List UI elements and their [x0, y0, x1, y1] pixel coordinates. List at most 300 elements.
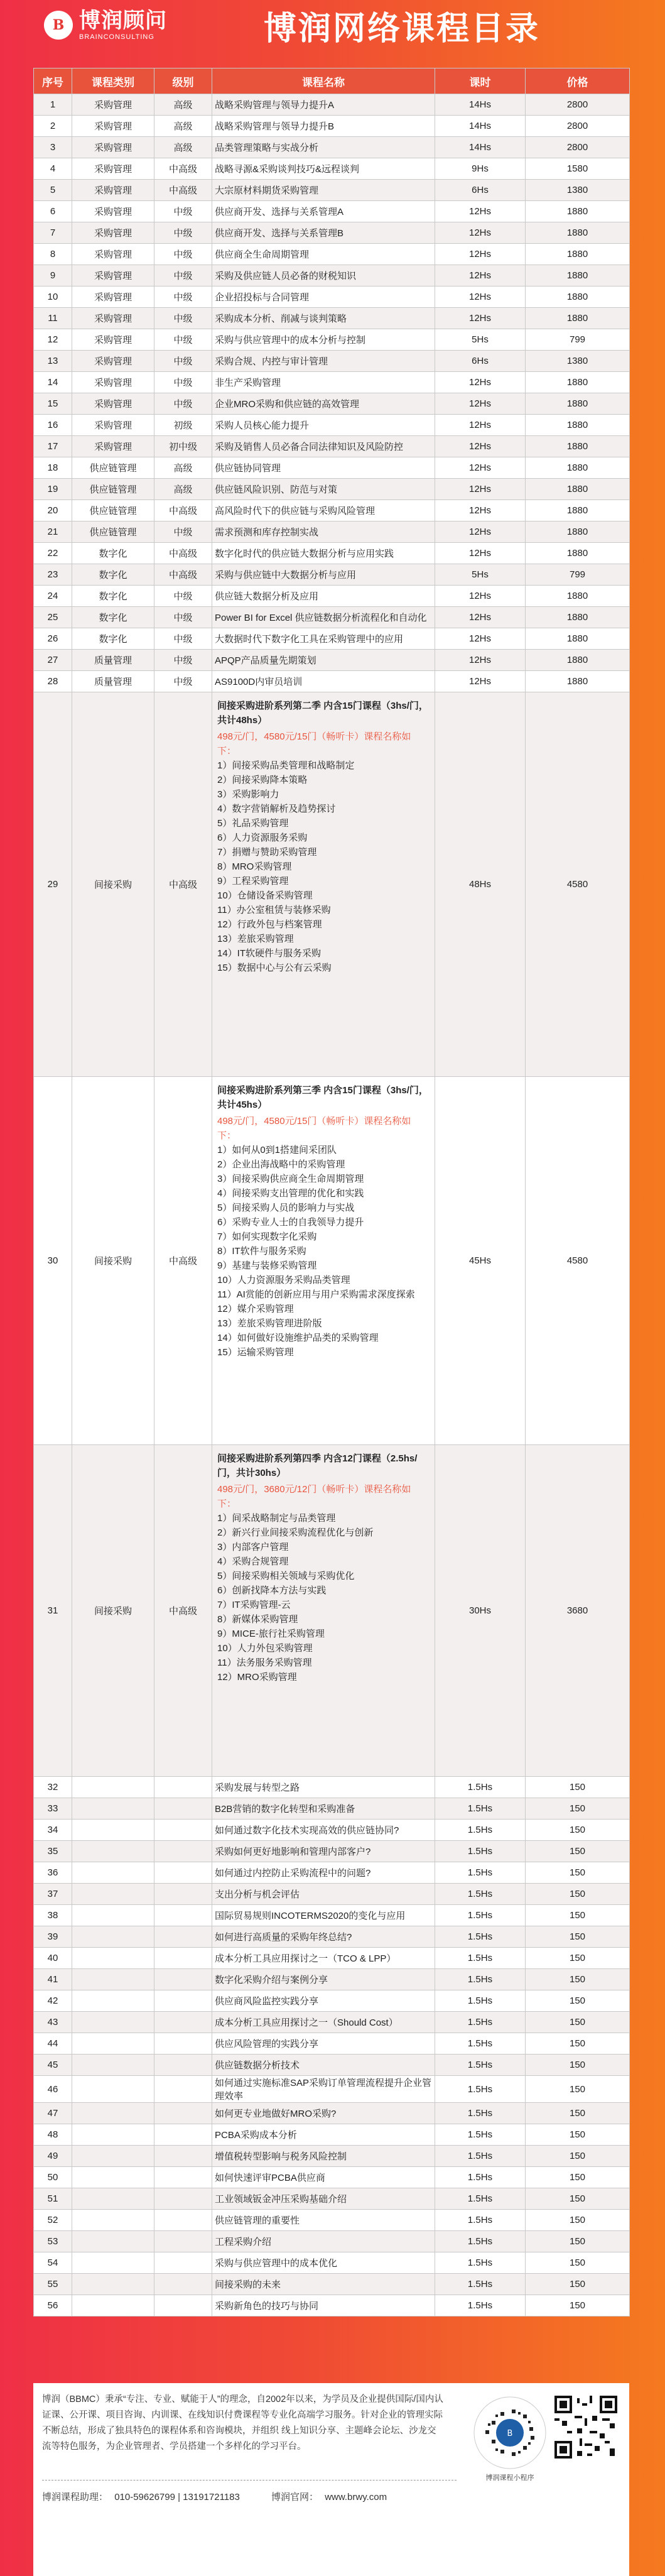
cell-price: 150 [526, 1862, 630, 1884]
cell-level [154, 1841, 212, 1862]
page-title: 博润网络课程目录 [264, 10, 541, 48]
cell-hours: 12Hs [435, 265, 526, 287]
table-row [34, 479, 630, 500]
cell-course-name[interactable]: 品类管理策略与实战分析 [212, 137, 435, 158]
cell-hours: 12Hs [435, 607, 526, 628]
cell-course-name[interactable]: 如何通过实施标准SAP采购订单管理流程提升企业管理效率 [212, 2076, 435, 2103]
package-course-item: 8）新媒体采购管理 [217, 1614, 298, 1625]
cell-no: 10 [34, 287, 72, 308]
table-row [34, 586, 630, 607]
cell-no: 38 [34, 1905, 72, 1926]
cell-hours: 1.5Hs [435, 2231, 526, 2252]
cell-course-name[interactable]: 采购人员核心能力提升 [212, 415, 435, 436]
cell-no: 49 [34, 2146, 72, 2167]
cell-package-details[interactable] [212, 1077, 435, 1445]
cell-no: 14 [34, 372, 72, 393]
cell-hours: 12Hs [435, 521, 526, 543]
cell-category: 间接采购 [72, 1077, 154, 1445]
cell-level: 中级 [154, 201, 212, 222]
cell-category [72, 1905, 154, 1926]
cell-course-name[interactable]: 采购及供应链人员必备的财税知识 [212, 265, 435, 287]
package-row [34, 692, 630, 1077]
cell-price: 150 [526, 1777, 630, 1798]
cell-hours: 1.5Hs [435, 1948, 526, 1969]
cell-course-name[interactable]: 供应链数据分析技术 [212, 2055, 435, 2076]
col-header-name: 课程名称 [212, 68, 435, 94]
cell-course-name[interactable]: 供应链管理的重要性 [212, 2210, 435, 2231]
cell-level: 中高级 [154, 1077, 212, 1445]
cell-category: 供应链管理 [72, 521, 154, 543]
cell-category: 采购管理 [72, 265, 154, 287]
cell-no: 21 [34, 521, 72, 543]
cell-category [72, 2274, 154, 2295]
cell-hours: 1.5Hs [435, 1841, 526, 1862]
cell-no: 47 [34, 2103, 72, 2124]
table-row [34, 2188, 630, 2210]
package-course-item: 4）采购合规管理 [217, 1556, 289, 1567]
package-price-note: 498元/门，4580元/15门（畅听卡）课程名称如下： [217, 731, 411, 756]
cell-level [154, 2055, 212, 2076]
cell-no: 9 [34, 265, 72, 287]
cell-category [72, 2124, 154, 2146]
table-row [34, 607, 630, 628]
footer [33, 2383, 629, 2576]
cell-course-name[interactable]: 采购与供应链中大数据分析与应用 [212, 564, 435, 586]
cell-hours: 12Hs [435, 671, 526, 692]
cell-course-name[interactable]: APQP产品质量先期策划 [212, 650, 435, 671]
cell-course-name[interactable]: 供应商开发、选择与关系管理A [212, 201, 435, 222]
cell-level [154, 2210, 212, 2231]
cell-level: 中级 [154, 521, 212, 543]
cell-level [154, 2274, 212, 2295]
cell-hours: 1.5Hs [435, 2274, 526, 2295]
table-row [34, 1905, 630, 1926]
cell-price: 1880 [526, 308, 630, 329]
cell-price: 1880 [526, 436, 630, 457]
cell-course-name[interactable]: 如何快速评审PCBA供应商 [212, 2167, 435, 2188]
cell-course-name[interactable]: 支出分析与机会评估 [212, 1884, 435, 1905]
cell-no: 46 [34, 2076, 72, 2103]
package-course-item: 1）间采战略制定与品类管理 [217, 1513, 336, 1524]
cell-no: 40 [34, 1948, 72, 1969]
cell-course-name[interactable]: 供应链风险识别、防范与对策 [212, 479, 435, 500]
cell-hours: 12Hs [435, 393, 526, 415]
table-row [34, 2274, 630, 2295]
cell-course-name[interactable]: 如何通过数字化技术实现高效的供应链协同? [212, 1820, 435, 1841]
table-row [34, 180, 630, 201]
cell-price: 1880 [526, 479, 630, 500]
cell-hours: 12Hs [435, 436, 526, 457]
cell-no: 37 [34, 1884, 72, 1905]
cell-level [154, 1969, 212, 1990]
cell-category [72, 1990, 154, 2012]
cell-course-name[interactable]: 供应商风险监控实践分享 [212, 1990, 435, 2012]
cell-no: 22 [34, 543, 72, 564]
contact-line [42, 2490, 391, 2503]
col-header-price: 价格 [526, 68, 630, 94]
cell-course-name[interactable]: 供应链协同管理 [212, 457, 435, 479]
table-row [34, 393, 630, 415]
cell-no: 32 [34, 1777, 72, 1798]
cell-price: 1380 [526, 351, 630, 372]
cell-level [154, 1798, 212, 1820]
package-course-item: 7）捐赠与赞助采购管理 [217, 847, 317, 858]
table-row [34, 2252, 630, 2274]
cell-category: 采购管理 [72, 137, 154, 158]
cell-level [154, 2188, 212, 2210]
cell-price: 150 [526, 1841, 630, 1862]
cell-level [154, 2033, 212, 2055]
cell-price: 1880 [526, 650, 630, 671]
cell-level: 初中级 [154, 436, 212, 457]
cell-price: 1880 [526, 607, 630, 628]
cell-hours: 12Hs [435, 222, 526, 244]
cell-category [72, 2210, 154, 2231]
package-course-item: 10）仓储设备采购管理 [217, 890, 313, 901]
package-course-item: 2）新兴行业间接采购流程优化与创新 [217, 1527, 374, 1538]
cell-course-name[interactable]: 战略寻源&采购谈判技巧&远程谈判 [212, 158, 435, 180]
package-course-item: 12）媒介采购管理 [217, 1304, 294, 1314]
cell-hours: 1.5Hs [435, 1862, 526, 1884]
cell-category [72, 2103, 154, 2124]
table-row [34, 415, 630, 436]
cell-hours: 1.5Hs [435, 2055, 526, 2076]
cell-course-name[interactable]: 采购及销售人员必备合同法律知识及风险防控 [212, 436, 435, 457]
cell-level: 中级 [154, 586, 212, 607]
cell-category: 采购管理 [72, 94, 154, 116]
package-row [34, 1077, 630, 1445]
cell-no: 28 [34, 671, 72, 692]
cell-course-name[interactable]: 大宗原材料期货采购管理 [212, 180, 435, 201]
cell-hours: 12Hs [435, 650, 526, 671]
table-row [34, 521, 630, 543]
cell-course-name[interactable]: 供应风险管理的实践分享 [212, 2033, 435, 2055]
cell-hours: 12Hs [435, 308, 526, 329]
cell-course-name[interactable]: 如何进行高质量的采购年终总结? [212, 1926, 435, 1948]
table-row [34, 2055, 630, 2076]
qr-caption: 博润课程小程序 [485, 2474, 534, 2482]
cell-price: 1880 [526, 393, 630, 415]
cell-category: 数字化 [72, 607, 154, 628]
cell-course-name[interactable]: 采购新角色的技巧与协同 [212, 2295, 435, 2317]
cell-hours: 1.5Hs [435, 2146, 526, 2167]
cell-category: 采购管理 [72, 244, 154, 265]
cell-price: 1880 [526, 201, 630, 222]
cell-hours: 12Hs [435, 500, 526, 521]
cell-course-name[interactable]: 数字化时代的供应链大数据分析与应用实践 [212, 543, 435, 564]
cell-category [72, 1862, 154, 1884]
cell-price: 1880 [526, 671, 630, 692]
cell-category [72, 2076, 154, 2103]
cell-course-name[interactable]: 供应链大数据分析及应用 [212, 586, 435, 607]
cell-level: 中级 [154, 628, 212, 650]
cell-level [154, 2167, 212, 2188]
table-row [34, 1969, 630, 1990]
cell-course-name[interactable]: 战略采购管理与领导力提升A [212, 94, 435, 116]
cell-course-name[interactable]: 采购与供应管理中的成本分析与控制 [212, 329, 435, 351]
cell-price: 1380 [526, 180, 630, 201]
website-label: 博润官网： [271, 2492, 319, 2502]
cell-hours: 30Hs [435, 1445, 526, 1777]
cell-course-name[interactable]: 增值税转型影响与税务风险控制 [212, 2146, 435, 2167]
cell-price: 1880 [526, 244, 630, 265]
cell-price: 150 [526, 2188, 630, 2210]
cell-category [72, 2167, 154, 2188]
package-course-item: 6）人力资源服务采购 [217, 832, 308, 843]
cell-hours: 12Hs [435, 201, 526, 222]
cell-price: 150 [526, 1820, 630, 1841]
cell-price: 150 [526, 2295, 630, 2317]
cell-course-name[interactable]: 企业MRO采购和供应链的高效管理 [212, 393, 435, 415]
cell-level: 中级 [154, 607, 212, 628]
cell-category [72, 1948, 154, 1969]
cell-course-name[interactable]: 大数据时代下数字化工具在采购管理中的应用 [212, 628, 435, 650]
cell-category: 数字化 [72, 564, 154, 586]
cell-category: 采购管理 [72, 436, 154, 457]
cell-category [72, 1798, 154, 1820]
package-course-item: 5）礼品采购管理 [217, 818, 289, 829]
cell-level: 高级 [154, 94, 212, 116]
table-row [34, 372, 630, 393]
cell-level: 中级 [154, 287, 212, 308]
cell-course-name[interactable]: PCBA采购成本分析 [212, 2124, 435, 2146]
cell-price: 1880 [526, 287, 630, 308]
cell-no: 24 [34, 586, 72, 607]
table-row [34, 222, 630, 244]
cell-category: 采购管理 [72, 308, 154, 329]
package-course-item: 14）如何做好设施维护品类的采购管理 [217, 1333, 379, 1343]
cell-course-name[interactable]: Power BI for Excel 供应链数据分析流程化和自动化 [212, 607, 435, 628]
table-row [34, 2146, 630, 2167]
col-header-category: 课程类别 [72, 68, 154, 94]
cell-course-name[interactable]: 成本分析工具应用探讨之一（TCO & LPP） [212, 1948, 435, 1969]
table-row [34, 1798, 630, 1820]
package-course-item: 6）采购专业人士的自我领导力提升 [217, 1217, 364, 1228]
cell-no: 17 [34, 436, 72, 457]
cell-price: 150 [526, 1990, 630, 2012]
cell-price: 1880 [526, 372, 630, 393]
cell-hours: 1.5Hs [435, 1969, 526, 1990]
cell-price: 799 [526, 329, 630, 351]
cell-price: 150 [526, 2076, 630, 2103]
cell-course-name[interactable]: 采购合规、内控与审计管理 [212, 351, 435, 372]
cell-category [72, 2188, 154, 2210]
package-course-item: 9）工程采购管理 [217, 876, 289, 887]
cell-level [154, 1777, 212, 1798]
cell-category: 数字化 [72, 543, 154, 564]
cell-hours: 9Hs [435, 158, 526, 180]
cell-no: 36 [34, 1862, 72, 1884]
cell-category [72, 2146, 154, 2167]
cell-level: 中高级 [154, 1445, 212, 1777]
cell-level: 中高级 [154, 500, 212, 521]
package-course-item: 3）间接采购供应商全生命周期管理 [217, 1174, 364, 1184]
hotline-label: 博润课程助理： [42, 2492, 109, 2502]
cell-no: 7 [34, 222, 72, 244]
package-course-item: 4）间接采购支出管理的优化和实践 [217, 1188, 364, 1199]
cell-level: 高级 [154, 457, 212, 479]
cell-level [154, 1862, 212, 1884]
table-row [34, 116, 630, 137]
cell-price: 150 [526, 2231, 630, 2252]
cell-package-details[interactable] [212, 692, 435, 1077]
cell-price: 1880 [526, 415, 630, 436]
package-course-item: 8）MRO采购管理 [217, 861, 292, 872]
cell-level: 中高级 [154, 158, 212, 180]
cell-course-name[interactable]: 工程采购介绍 [212, 2231, 435, 2252]
wechat-qr-code-icon [554, 2396, 617, 2459]
table-row [34, 650, 630, 671]
cell-no: 1 [34, 94, 72, 116]
cell-hours: 12Hs [435, 415, 526, 436]
cell-category: 供应链管理 [72, 457, 154, 479]
website-link[interactable]: www.brwy.com [325, 2492, 387, 2502]
cell-course-name[interactable]: 供应商开发、选择与关系管理B [212, 222, 435, 244]
package-title: 间接采购进阶系列第二季 内含15门课程（3hs/门，共计48hs） [217, 701, 428, 726]
cell-course-name[interactable]: 企业招投标与合同管理 [212, 287, 435, 308]
cell-hours: 1.5Hs [435, 1820, 526, 1841]
cell-course-name[interactable]: 采购成本分析、削减与谈判策略 [212, 308, 435, 329]
cell-level [154, 1926, 212, 1948]
cell-no: 45 [34, 2055, 72, 2076]
cell-level [154, 2252, 212, 2274]
cell-level [154, 1884, 212, 1905]
cell-course-name[interactable]: 需求预测和库存控制实战 [212, 521, 435, 543]
cell-price: 150 [526, 2012, 630, 2033]
table-row [34, 2295, 630, 2317]
cell-no: 12 [34, 329, 72, 351]
cell-course-name[interactable]: 供应商全生命周期管理 [212, 244, 435, 265]
cell-price: 150 [526, 1884, 630, 1905]
cell-hours: 6Hs [435, 351, 526, 372]
cell-no: 23 [34, 564, 72, 586]
cell-course-name[interactable]: 采购如何更好地影响和管理内部客户? [212, 1841, 435, 1862]
cell-category: 数字化 [72, 586, 154, 607]
package-course-item: 1）间接采购品类管理和战略制定 [217, 760, 355, 771]
package-title: 间接采购进阶系列第三季 内含15门课程（3hs/门，共计45hs） [217, 1085, 428, 1110]
cell-hours: 1.5Hs [435, 2188, 526, 2210]
package-course-item: 3）内部客户管理 [217, 1542, 289, 1553]
cell-no: 6 [34, 201, 72, 222]
cell-price: 150 [526, 1926, 630, 1948]
package-course-item: 3）采购影响力 [217, 789, 279, 800]
cell-package-details[interactable] [212, 1445, 435, 1777]
table-row [34, 2076, 630, 2103]
cell-course-name[interactable]: 间接采购的未来 [212, 2274, 435, 2295]
cell-price: 1580 [526, 158, 630, 180]
cell-no: 19 [34, 479, 72, 500]
cell-course-name[interactable]: 采购发展与转型之路 [212, 1777, 435, 1798]
table-row [34, 1948, 630, 1969]
cell-category: 采购管理 [72, 415, 154, 436]
cell-hours: 1.5Hs [435, 2252, 526, 2274]
cell-no: 18 [34, 457, 72, 479]
cell-course-name[interactable]: 成本分析工具应用探讨之一（Should Cost） [212, 2012, 435, 2033]
cell-course-name[interactable]: 如何更专业地做好MRO采购? [212, 2103, 435, 2124]
table-row [34, 2167, 630, 2188]
cell-level [154, 2076, 212, 2103]
col-header-level: 级别 [154, 68, 212, 94]
cell-price: 150 [526, 1905, 630, 1926]
cell-category: 采购管理 [72, 222, 154, 244]
cell-hours: 12Hs [435, 479, 526, 500]
cell-category: 质量管理 [72, 671, 154, 692]
table-row [34, 500, 630, 521]
cell-level: 高级 [154, 137, 212, 158]
cell-no: 48 [34, 2124, 72, 2146]
cell-no: 51 [34, 2188, 72, 2210]
cell-hours: 1.5Hs [435, 2295, 526, 2317]
table-row [34, 137, 630, 158]
cell-no: 33 [34, 1798, 72, 1820]
cell-hours: 12Hs [435, 457, 526, 479]
package-course-list [217, 1143, 430, 1360]
cell-course-name[interactable]: 非生产采购管理 [212, 372, 435, 393]
cell-price: 1880 [526, 265, 630, 287]
cell-level [154, 1948, 212, 1969]
cell-level: 中级 [154, 351, 212, 372]
cell-price: 150 [526, 2103, 630, 2124]
package-course-item: 15）数据中心与公有云采购 [217, 963, 332, 973]
cell-course-name[interactable]: 数字化采购介绍与案例分享 [212, 1969, 435, 1990]
cell-no: 11 [34, 308, 72, 329]
package-course-list [217, 758, 430, 975]
cell-category: 采购管理 [72, 372, 154, 393]
cell-course-name[interactable]: 如何通过内控防止采购流程中的问题? [212, 1862, 435, 1884]
cell-course-name[interactable]: 国际贸易规则INCOTERMS2020的变化与应用 [212, 1905, 435, 1926]
package-price-note: 498元/门，3680元/12门（畅听卡）课程名称如下： [217, 1484, 411, 1509]
cell-course-name[interactable]: 采购与供应管理中的成本优化 [212, 2252, 435, 2274]
table-row [34, 1884, 630, 1905]
cell-price: 2800 [526, 137, 630, 158]
cell-no: 43 [34, 2012, 72, 2033]
svg-text:B: B [507, 2429, 513, 2438]
package-course-list [217, 1511, 430, 1684]
cell-category: 供应链管理 [72, 479, 154, 500]
cell-no: 29 [34, 692, 72, 1077]
cell-hours: 1.5Hs [435, 2033, 526, 2055]
cell-no: 30 [34, 1077, 72, 1445]
table-row [34, 564, 630, 586]
cell-course-name[interactable]: AS9100D内审员培训 [212, 671, 435, 692]
cell-price: 150 [526, 2055, 630, 2076]
table-row [34, 1990, 630, 2012]
table-row [34, 436, 630, 457]
logo-subtitle: BRAINCONSULTING [79, 33, 154, 41]
cell-hours: 12Hs [435, 372, 526, 393]
cell-price: 1880 [526, 222, 630, 244]
cell-no: 27 [34, 650, 72, 671]
cell-category: 采购管理 [72, 351, 154, 372]
cell-hours: 1.5Hs [435, 2167, 526, 2188]
col-header-hours: 课时 [435, 68, 526, 94]
package-course-item: 9）基建与装修采购管理 [217, 1260, 317, 1271]
cell-course-name[interactable]: 工业领域钣金冲压采购基础介绍 [212, 2188, 435, 2210]
cell-level: 初级 [154, 415, 212, 436]
table-row [34, 201, 630, 222]
cell-course-name[interactable]: B2B营销的数字化转型和采购准备 [212, 1798, 435, 1820]
cell-course-name[interactable]: 高风险时代下的供应链与采购风险管理 [212, 500, 435, 521]
package-course-item: 2）企业出海战略中的采购管理 [217, 1159, 345, 1170]
cell-price: 150 [526, 2124, 630, 2146]
cell-no: 56 [34, 2295, 72, 2317]
cell-course-name[interactable]: 战略采购管理与领导力提升B [212, 116, 435, 137]
course-table-wrapper [33, 68, 629, 2317]
cell-level [154, 2124, 212, 2146]
cell-level [154, 2146, 212, 2167]
table-row [34, 457, 630, 479]
course-table [33, 68, 630, 2317]
